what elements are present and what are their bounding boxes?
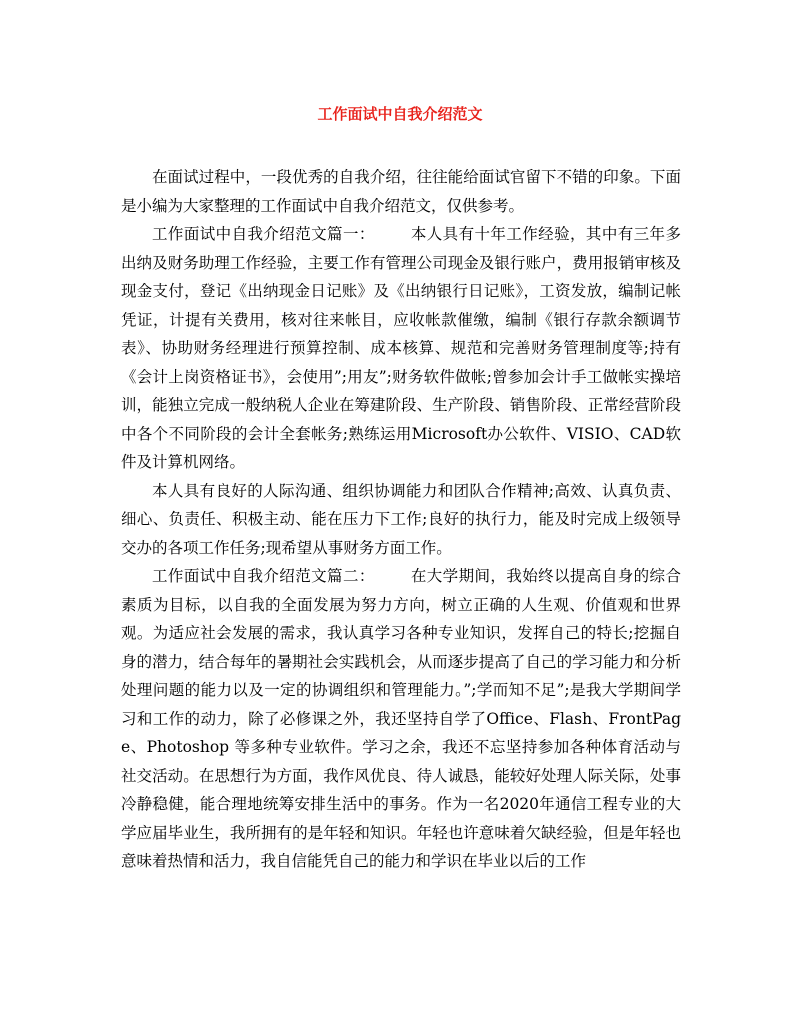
- section1-second-paragraph: 本人具有良好的人际沟通、组织协调能力和团队合作精神;高效、认真负责、细心、负责任、积极主动、能在压力下工作;良好的执行力，能及时完成上级领导交办的各项工作任务;现希望从事财务方面工作。: [121, 481, 681, 557]
- section1-paragraph: [121, 220, 681, 477]
- section2-text: 在大学期间，我始终以提高自身的综合素质为目标，以自我的全面发展为努力方向，树立正确的人生观、价值观和世界观。为适应社会发展的需求，我认真学习各种专业知识，发挥自己的特长;挖掘自身的潜力，结合每年的暑期社会实践机会，从而逐步提高了自己的学习能力和分析处理问题的能力以及一定的协调组织和管理能力。”;学而知不足”;是我大学期间学习和工作的动力，除了必修课之外，我还坚持自学了Office、Flash、FrontPage、Photoshop 等多种专业软件。学习之余，我还不忘坚持参加各种体育活动与社交活动。在思想行为方面，我作风优良、待人诚恳，能较好处理人际关际，处事冷静稳健，能合理地统筹安排生活中的事务。作为一名2020年通信工程专业的大学应届毕业生，我所拥有的是年轻和知识。年轻也许意味着欠缺经验，但是年轻也意味着热情和活力，我自信能凭自己的能力和学识在毕业以后的工作: [121, 567, 681, 870]
- section1-text: 本人具有十年工作经验，其中有三年多出纳及财务助理工作经验，主要工作有管理公司现金及银行账户，费用报销审核及现金支付，登记《出纳现金日记账》及《出纳银行日记账》，工资发放，编制记帐凭证，计提有关费用，核对往来帐目，应收帐款催缴，编制《银行存款余额调节表》、协助财务经理进行预算控制、成本核算、规范和完善财务管理制度等;持有《会计上岗资格证书》，会使用”;用友”;财务软件做帐;曾参加会计手工做帐实操培训，能独立完成一般纳税人企业在筹建阶段、生产阶段、销售阶段、正常经营阶段中各个不同阶段的会计全套帐务;熟练运用Microsoft办公软件、VISIO、CAD软件及计算机网络。: [121, 225, 681, 471]
- intro-paragraph: 在面试过程中，一段优秀的自我介绍，往往能给面试官留下不错的印象。下面是小编为大家整理的工作面试中自我介绍范文，仅供参考。: [121, 168, 681, 215]
- section2-heading: 工作面试中自我介绍范文篇二：: [152, 567, 375, 585]
- document-body: [121, 163, 681, 876]
- document-title: 工作面试中自我介绍范文: [317, 105, 483, 123]
- section1-heading: 工作面试中自我介绍范文篇一：: [152, 225, 375, 243]
- section2-paragraph: [121, 562, 681, 876]
